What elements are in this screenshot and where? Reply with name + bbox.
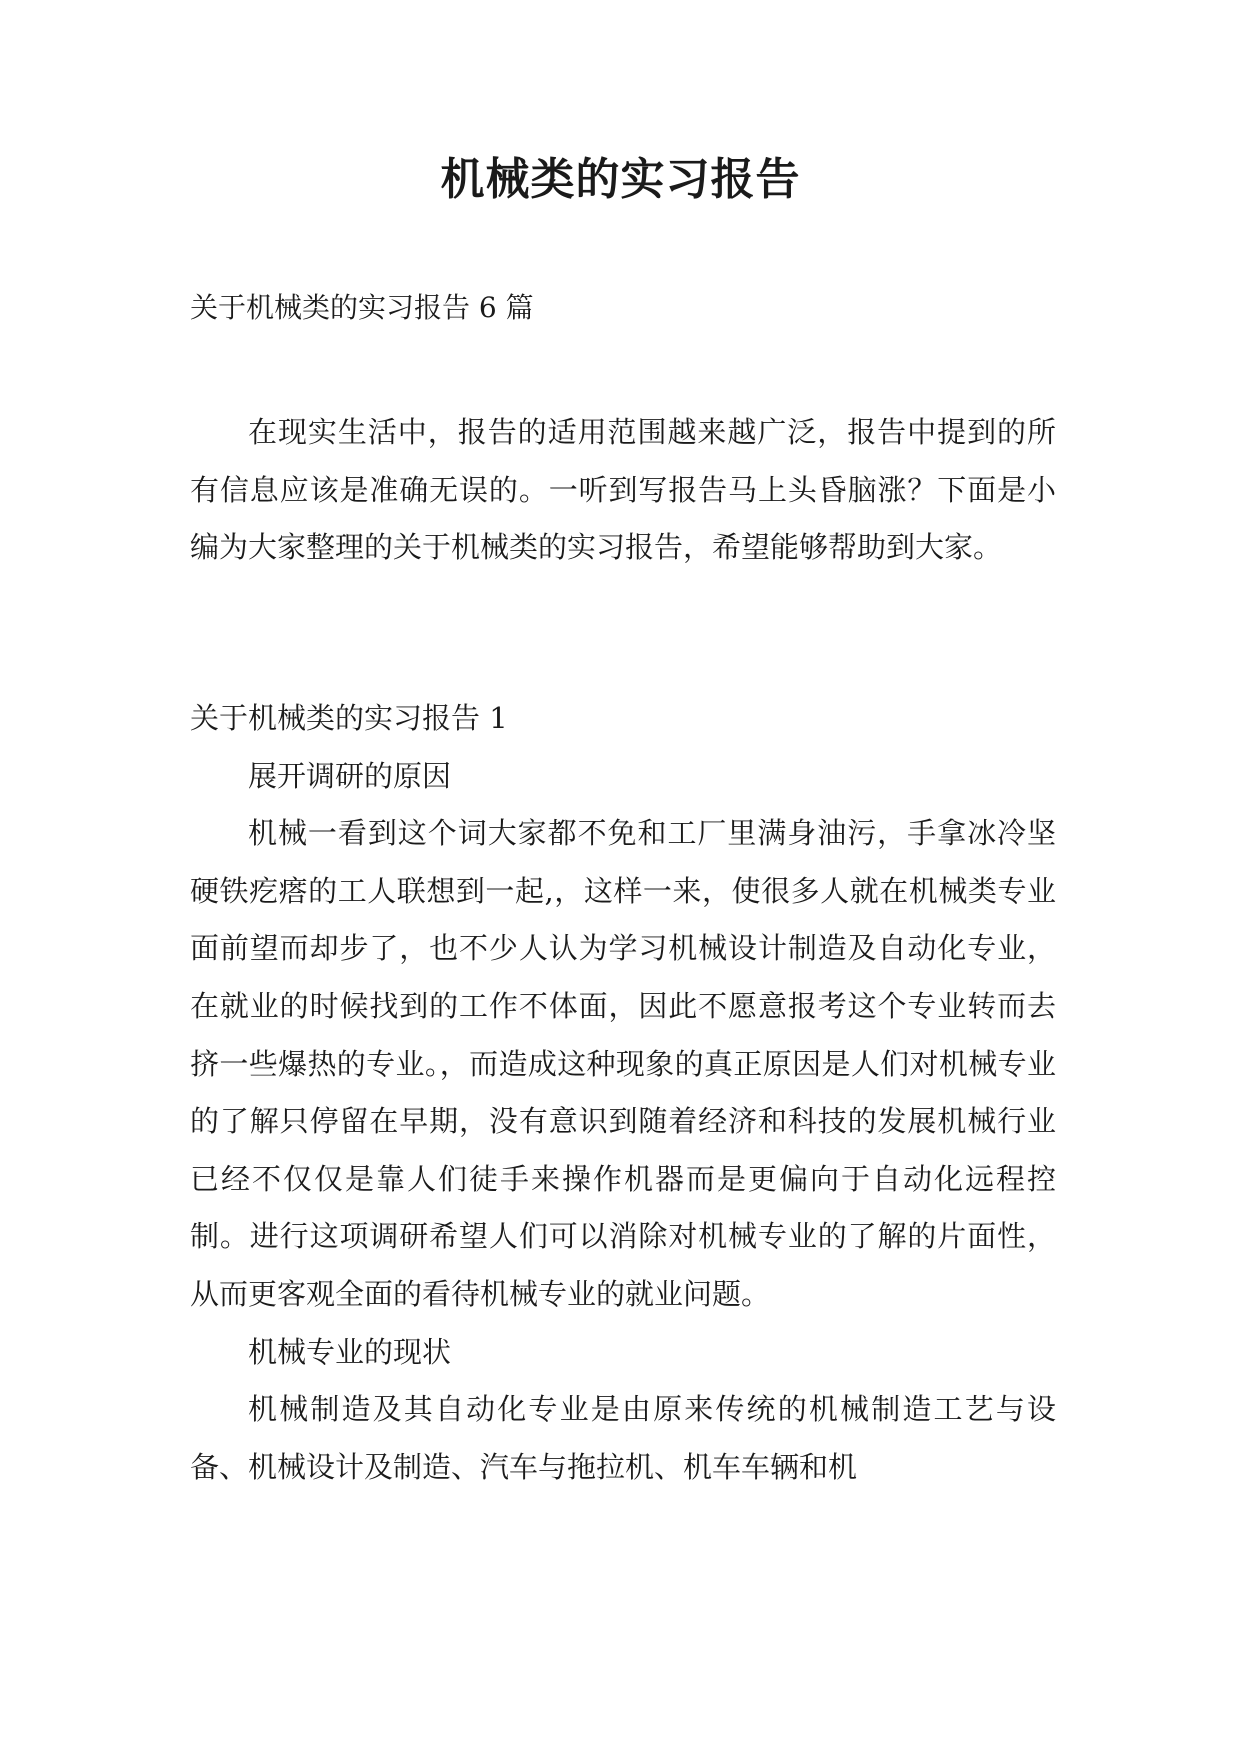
document-subtitle: 关于机械类的实习报告 6 篇 [190,291,534,324]
document-title: 机械类的实习报告 [440,154,801,205]
section-heading: 关于机械类的实习报告 1 [190,701,508,735]
intro-paragraph: 在现实生活中，报告的适用范围越来越广泛，报告中提到的所有信息应该是准确无误的。一听到写报告马上头昏脑涨？下面是小编为大家整理的关于机械类的实习报告，希望能够帮助到大家。 [190,415,1056,565]
subheading-reason: 展开调研的原因 [248,758,452,793]
section-1 [190,690,1056,1496]
subheading-status: 机械专业的现状 [248,1334,452,1369]
paragraph-reason: 机械一看到这个词大家都不免和工厂里满身油污，手拿冰冷坚硬铁疙瘩的工人联想到一起,，这样一来，使很多人就在机械类专业面前望而却步了，也不少人认为学习机械设计制造及自动化专业，在就业的时候找到的工作不体面，因此不愿意报考这个专业转而去挤一些爆热的专业。，而造成这种现象的真正原因是人们对机械专业的了解只停留在早期，没有意识到随着经济和科技的发展机械行业已经不仅仅是靠人们徒手来操作机器而是更偏向于自动化远程控制。进行这项调研希望人们可以消除对机械专业的了解的片面性，从而更客观全面的看待机械专业的就业问题。 [190,816,1056,1311]
paragraph-status: 机械制造及其自动化专业是由原来传统的机械制造工艺与设备、机械设计及制造、汽车与拖拉机、机车车辆和机 [190,1392,1056,1484]
intro-block [190,404,1056,577]
